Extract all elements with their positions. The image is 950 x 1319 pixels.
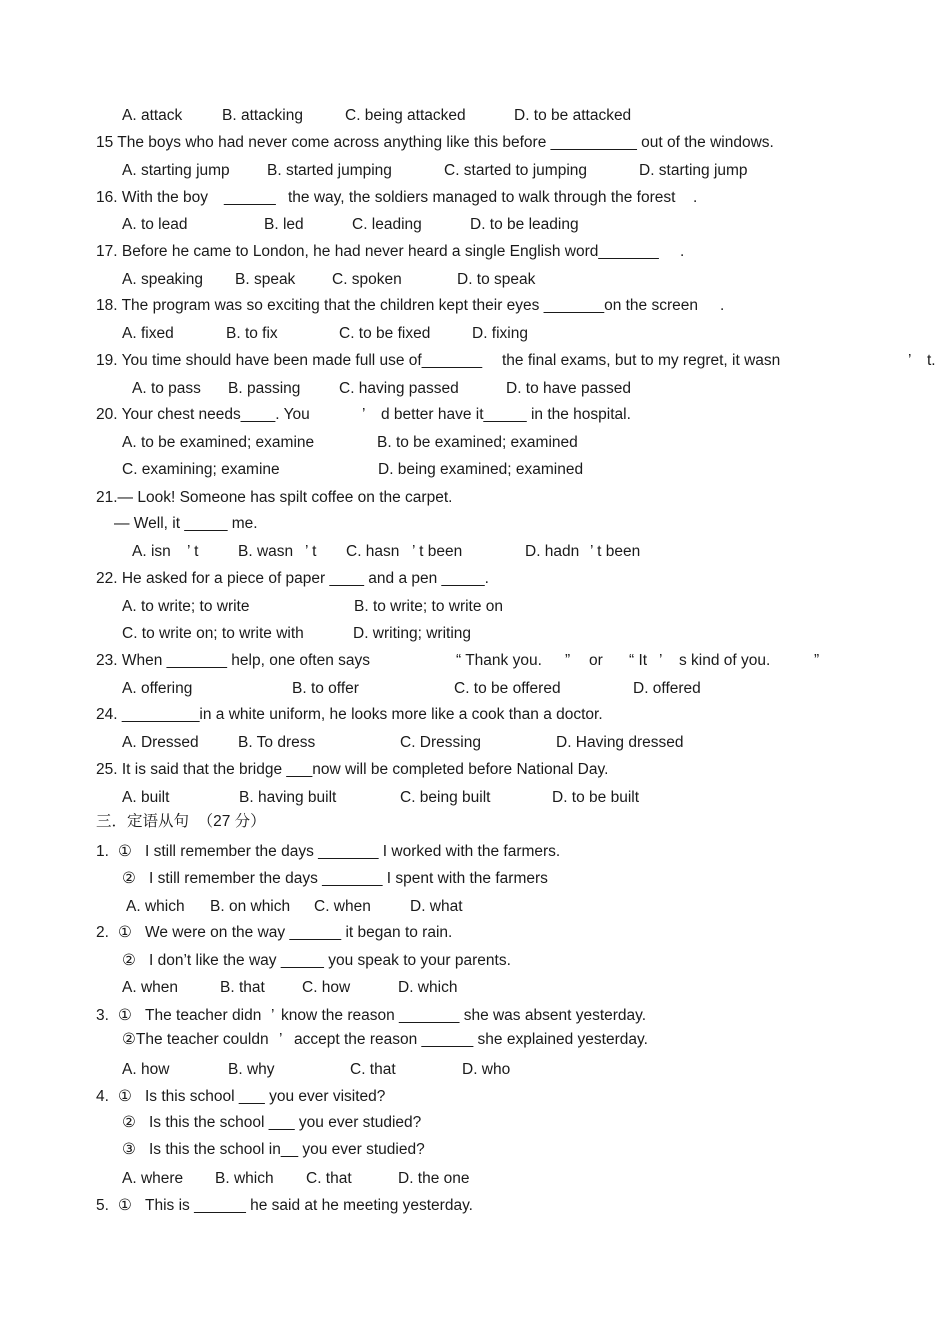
text-segment: Is this school ___ you ever visited?	[145, 1088, 386, 1105]
text-segment: ’ t been	[412, 543, 463, 560]
text-segment: 25. It is said that the bridge ___now will be completed before National Day.	[96, 761, 609, 778]
text-segment: D. to be leading	[470, 216, 579, 233]
text-segment: D. being examined; examined	[378, 461, 584, 478]
text-segment: 3.	[96, 1007, 109, 1024]
text-segment: D. offered	[633, 680, 701, 697]
text-segment: C. to be fixed	[339, 325, 431, 342]
text-segment: 18. The program was so exciting that the children kept their eyes _______on the screen	[96, 297, 698, 314]
text-segment: D. to speak	[457, 271, 536, 288]
text-segment: 22. He asked for a piece of paper ____ and a pen _____.	[96, 570, 489, 587]
text-segment: A. to lead	[122, 216, 188, 233]
text-segment: B. attacking	[222, 107, 303, 124]
text-segment: ’ t been	[590, 543, 641, 560]
text-segment: D. to be attacked	[514, 107, 632, 124]
text-segment: C. examining; examine	[122, 461, 280, 478]
text-segment: C. hasn	[346, 543, 400, 560]
text-segment: B. passing	[228, 380, 301, 397]
text-segment: “ It	[629, 652, 648, 669]
text-segment: B. to fix	[226, 325, 278, 342]
text-segment: I don’t like the way _____ you speak to your parents.	[149, 952, 511, 969]
text-segment: D. hadn	[525, 543, 580, 560]
text-segment: We were on the way ______ it began to rain.	[145, 924, 453, 941]
text-segment: 4.	[96, 1088, 109, 1105]
text-segment: C. that	[306, 1170, 352, 1187]
text-segment: A. starting jump	[122, 162, 230, 179]
text-segment: ’	[362, 406, 366, 423]
text-segment: “ Thank you.	[456, 652, 542, 669]
text-segment: 2.	[96, 924, 109, 941]
text-segment: C. leading	[352, 216, 422, 233]
text-segment: or	[589, 652, 603, 669]
text-segment: D. to be built	[552, 789, 640, 806]
text-segment: C. that	[350, 1061, 396, 1078]
text-segment: .	[693, 189, 698, 206]
text-segment: 23. When _______ help, one often says	[96, 652, 371, 669]
text-segment: 5.	[96, 1197, 109, 1214]
text-segment: ①	[118, 924, 132, 941]
text-segment: C. having passed	[339, 380, 459, 397]
text-segment: C. when	[314, 898, 371, 915]
text-segment: B. on which	[210, 898, 291, 915]
text-segment: C. spoken	[332, 271, 402, 288]
text-segment: D. who	[462, 1061, 511, 1078]
text-segment: B. having built	[239, 789, 337, 806]
text-segment: the way, the soldiers managed to walk through the forest	[288, 189, 676, 206]
text-segment: ’ t	[187, 543, 199, 560]
text-segment: A. which	[126, 898, 185, 915]
text-segment: D. starting jump	[639, 162, 748, 179]
text-segment: B. to offer	[292, 680, 359, 697]
text-segment: 1.	[96, 843, 109, 860]
text-segment: Is this the school in__ you ever studied?	[149, 1141, 425, 1158]
text-segment: A. where	[122, 1170, 184, 1187]
text-segment: A. speaking	[122, 271, 203, 288]
text-segment: I still remember the days _______ I spent with the farmers	[149, 870, 548, 887]
text-segment: A. built	[122, 789, 170, 806]
text-segment: D. what	[410, 898, 463, 915]
text-segment: A. attack	[122, 107, 183, 124]
text-segment: ③	[122, 1141, 136, 1158]
text-segment: know the reason _______ she was absent yesterday.	[281, 1007, 647, 1024]
text-segment: ②	[122, 952, 136, 969]
text-segment: This is ______ he said at he meeting yesterday.	[145, 1197, 473, 1214]
text-segment: B. which	[215, 1170, 274, 1187]
text-segment: A. offering	[122, 680, 193, 697]
text-segment: B. why	[228, 1061, 275, 1078]
text-segment: .	[720, 297, 725, 314]
text-segment: D. to have passed	[506, 380, 631, 397]
text-segment: ’	[908, 352, 912, 369]
text-segment: B. speak	[235, 271, 296, 288]
text-segment: B. led	[264, 216, 304, 233]
text-segment: A. to write; to write	[122, 598, 250, 615]
text-segment: A. when	[122, 979, 179, 996]
text-segment: B. to write; to write on	[354, 598, 504, 615]
text-segment: I still remember the days _______ I worked with the farmers.	[145, 843, 561, 860]
text-segment: 15 The boys who had never come across anything like this before __________ out of the windows.	[96, 134, 774, 151]
text-segment: .	[680, 243, 685, 260]
text-segment: — Well, it _____ me.	[114, 515, 258, 532]
text-segment: t.	[927, 352, 936, 369]
text-segment: A. isn	[132, 543, 171, 560]
text-segment: D. fixing	[472, 325, 528, 342]
text-segment: C. being attacked	[345, 107, 466, 124]
text-segment: B. that	[220, 979, 265, 996]
text-segment: B. To dress	[238, 734, 316, 751]
text-segment: ①	[118, 843, 132, 860]
text-segment: 24. _________in a white uniform, he looks more like a cook than a doctor.	[96, 706, 603, 723]
text-segment: ②	[122, 870, 136, 887]
text-segment: ①	[118, 1007, 132, 1024]
text-segment: ’ t	[305, 543, 317, 560]
text-segment: C. started to jumping	[444, 162, 588, 179]
text-segment: D. which	[398, 979, 458, 996]
text-segment: B. wasn	[238, 543, 294, 560]
text-segment: C. to write on; to write with	[122, 625, 304, 642]
text-segment: the final exams, but to my regret, it wasn	[502, 352, 781, 369]
text-segment: ’	[659, 652, 663, 669]
text-segment: ②The teacher couldn	[122, 1031, 269, 1048]
text-segment: ______	[224, 189, 276, 206]
text-segment: The teacher didn	[145, 1007, 262, 1024]
text-segment: A. to be examined; examine	[122, 434, 315, 451]
text-segment: Is this the school ___ you ever studied?	[149, 1114, 422, 1131]
text-segment: s kind of you.	[679, 652, 771, 669]
text-segment: A. Dressed	[122, 734, 199, 751]
text-segment: A. fixed	[122, 325, 174, 342]
text-segment: 21.— Look! Someone has spilt coffee on the carpet.	[96, 489, 453, 506]
text-segment: B. started jumping	[267, 162, 392, 179]
text-segment: ①	[118, 1197, 132, 1214]
text-segment: D. Having dressed	[556, 734, 684, 751]
text-segment: A. to pass	[132, 380, 201, 397]
text-segment: C. being built	[400, 789, 491, 806]
text-segment: C. how	[302, 979, 351, 996]
text-segment: 20. Your chest needs____. You	[96, 406, 310, 423]
text-segment: d better have it_____ in the hospital.	[381, 406, 631, 423]
text-segment: C. to be offered	[454, 680, 561, 697]
text-segment: ”	[565, 652, 571, 669]
text-segment: 19. You time should have been made full use of_______	[96, 352, 483, 369]
text-segment: B. to be examined; examined	[377, 434, 578, 451]
text-segment: C. Dressing	[400, 734, 481, 751]
text-segment: ’	[279, 1031, 283, 1048]
text-segment: D. the one	[398, 1170, 470, 1187]
text-segment: ”	[814, 652, 820, 669]
text-segment: D. writing; writing	[353, 625, 471, 642]
text-segment: 17. Before he came to London, he had never heard a single English word_______	[96, 243, 659, 260]
text-segment: 16. With the boy	[96, 189, 209, 206]
text-segment: A. how	[122, 1061, 170, 1078]
text-segment: ①	[118, 1088, 132, 1105]
text-segment: ’	[271, 1007, 275, 1024]
text-segment: 三．定语从句 （27 分）	[96, 813, 266, 830]
text-segment: accept the reason ______ she explained yesterday.	[294, 1031, 648, 1048]
text-segment: ②	[122, 1114, 136, 1131]
